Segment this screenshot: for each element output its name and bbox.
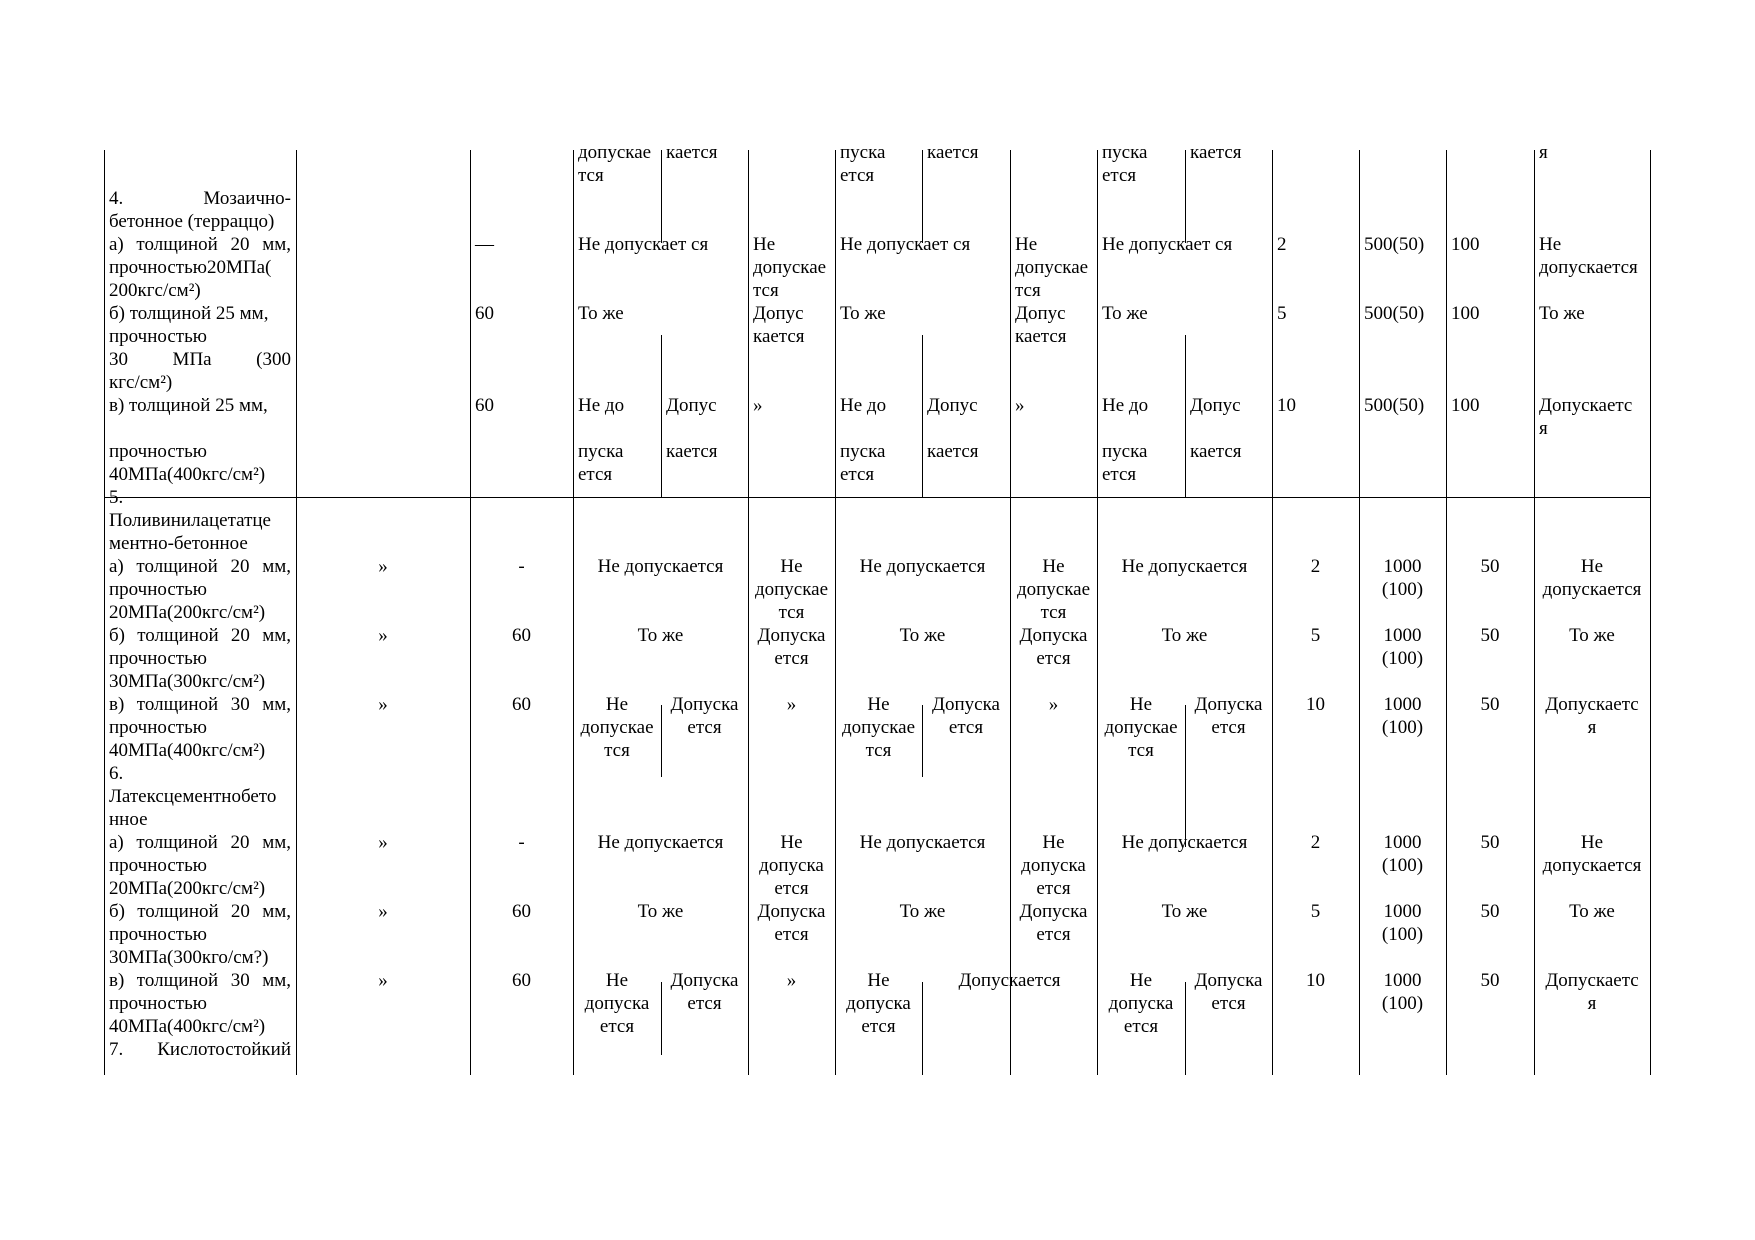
table-cell-text: То же bbox=[637, 901, 684, 922]
material-cell-text: в) толщиной 30 мм, bbox=[109, 694, 291, 715]
table-cell-text: ется bbox=[1036, 648, 1071, 669]
table-cell-text: То же bbox=[1102, 303, 1148, 324]
table-cell-text: ется bbox=[1123, 1016, 1159, 1037]
table-cell-text: Допус bbox=[1015, 303, 1066, 324]
table-cell-text: Не bbox=[753, 234, 776, 255]
table-cell-text: Допуска bbox=[757, 625, 826, 646]
table-cell-text: кается bbox=[927, 142, 979, 163]
sub-column-border bbox=[922, 150, 923, 243]
table-cell-text: » bbox=[786, 970, 797, 991]
table-cell-text: Не допускает ся bbox=[578, 234, 709, 255]
material-cell-text: 7. Кислотостойкий bbox=[109, 1039, 291, 1060]
material-cell-text: прочностью bbox=[109, 441, 207, 462]
table-cell-text: Не bbox=[780, 556, 803, 577]
material-cell-text: прочностью bbox=[109, 855, 207, 876]
table-cell-text: допускае bbox=[1015, 257, 1089, 278]
table-cell-text: 60 bbox=[512, 625, 531, 646]
table-cell-text: 60 bbox=[475, 303, 494, 324]
sub-column-border bbox=[1185, 705, 1186, 847]
table-cell-text: То же bbox=[1539, 303, 1585, 324]
table-cell-text: (100) bbox=[1381, 855, 1424, 876]
table-cell-text: Не bbox=[1042, 556, 1065, 577]
material-cell-text: прочностью bbox=[109, 648, 207, 669]
table-cell-text: То же bbox=[899, 625, 946, 646]
table-cell-text: 1000 bbox=[1383, 832, 1422, 853]
table-cell-text: я bbox=[1587, 717, 1597, 738]
table-cell-text: Допускаетс bbox=[1545, 694, 1639, 715]
table-cell-text: кается bbox=[927, 441, 979, 462]
sub-column-border bbox=[922, 705, 923, 777]
table-cell-text: допуска bbox=[584, 993, 650, 1014]
table-cell-text: Не bbox=[605, 694, 629, 715]
table-cell-text: 2 bbox=[1310, 832, 1321, 853]
material-cell-text: ментно-бетонное bbox=[109, 533, 248, 554]
table-cell-text: 100 bbox=[1451, 303, 1480, 324]
material-cell-text: прочностью bbox=[109, 717, 207, 738]
table-cell-text: Не допускается bbox=[1121, 832, 1248, 853]
table-cell-text: Не допускает ся bbox=[840, 234, 971, 255]
material-cell-text: 30МПа(300кгс/см²) bbox=[109, 671, 266, 692]
table-cell-text: ется bbox=[599, 1016, 635, 1037]
table-cell-text: » bbox=[786, 694, 797, 715]
table-cell-text: кается bbox=[1015, 326, 1067, 347]
material-cell-text: 200кгс/см²) bbox=[109, 280, 201, 301]
table-cell-text: Допус bbox=[1190, 395, 1241, 416]
table-cell-text: кается bbox=[1190, 142, 1242, 163]
sub-column-border bbox=[661, 150, 662, 243]
material-cell-text: прочностью bbox=[109, 579, 207, 600]
table-cell-text: ется bbox=[578, 464, 613, 485]
table-cell-text: допускае bbox=[1016, 579, 1091, 600]
table-cell-text: допуска bbox=[1108, 993, 1174, 1014]
table-cell-text: допускае bbox=[578, 142, 652, 163]
table-cell-text: 60 bbox=[512, 694, 531, 715]
table-cell-text: ется bbox=[1036, 924, 1071, 945]
table-cell-text: Не bbox=[867, 970, 890, 991]
table-cell-text: Допуска bbox=[670, 694, 739, 715]
table-cell-text: тся bbox=[578, 165, 604, 186]
material-cell-text: в) толщиной 25 мм, bbox=[109, 395, 268, 416]
table-cell-text: ется bbox=[1036, 878, 1071, 899]
material-cell-text: 5. bbox=[109, 487, 124, 508]
table-cell-text: Допуска bbox=[1194, 970, 1263, 991]
sub-column-border bbox=[1185, 335, 1186, 497]
table-cell-text: 60 bbox=[512, 901, 531, 922]
table-cell-text: » bbox=[378, 625, 388, 646]
table-cell-text: ется bbox=[687, 717, 722, 738]
table-cell-text: тся bbox=[865, 740, 892, 761]
table-cell-text: допускае bbox=[753, 257, 827, 278]
column-border bbox=[835, 150, 836, 1075]
table-cell-text: тся bbox=[753, 280, 779, 301]
table-cell-text: 10 bbox=[1306, 970, 1325, 991]
table-cell-text: Допус bbox=[753, 303, 804, 324]
table-cell-text: я bbox=[1539, 418, 1548, 439]
table-cell-text: 50 bbox=[1480, 832, 1500, 853]
material-cell-text: в) толщиной 30 мм, bbox=[109, 970, 291, 991]
material-cell-text: Поливинилацетатце bbox=[109, 510, 271, 531]
table-cell-text: То же bbox=[637, 625, 684, 646]
table-cell-text: Не bbox=[1580, 556, 1604, 577]
table-cell-text: 500(50) bbox=[1364, 234, 1425, 255]
table-cell-text: допускае bbox=[580, 717, 654, 738]
table-cell-text: пуска bbox=[1102, 441, 1148, 462]
table-cell-text: » bbox=[1048, 694, 1059, 715]
table-cell-text: ется bbox=[1211, 717, 1246, 738]
table-cell-text: То же bbox=[578, 303, 624, 324]
table-cell-text: Не допускается bbox=[597, 832, 724, 853]
table-cell-text: 1000 bbox=[1383, 694, 1422, 715]
table-cell-text: То же bbox=[1569, 625, 1615, 646]
table-cell-text: 50 bbox=[1480, 970, 1500, 991]
table-cell-text: Допус bbox=[927, 395, 978, 416]
material-cell-text: прочностью bbox=[109, 924, 207, 945]
table-cell-text: 60 bbox=[512, 970, 531, 991]
table-cell-text: тся bbox=[1128, 740, 1154, 761]
sub-column-border bbox=[1185, 982, 1186, 1075]
table-cell-text: (100) bbox=[1381, 993, 1424, 1014]
table-cell-text: » bbox=[753, 395, 763, 416]
table-cell-text: кается bbox=[1190, 441, 1242, 462]
table-cell-text: » bbox=[1015, 395, 1025, 416]
material-cell-text: а) толщиной 20 мм, bbox=[109, 556, 291, 577]
table-cell-text: кается bbox=[666, 142, 718, 163]
table-cell-text: Допуска bbox=[932, 694, 1000, 715]
table-cell-text: 50 bbox=[1480, 694, 1500, 715]
table-cell-text: Допуска bbox=[1019, 625, 1088, 646]
material-cell-text: 20МПа(200кгс/см²) bbox=[109, 878, 266, 899]
table-cell-text: » bbox=[378, 694, 388, 715]
table-cell-text: Не bbox=[1129, 694, 1153, 715]
table-cell-text: - bbox=[518, 832, 525, 853]
table-cell-text: 10 bbox=[1277, 395, 1296, 416]
material-cell-text: 40МПа(400кгс/см²) bbox=[109, 464, 266, 485]
table-cell-text: тся bbox=[778, 602, 805, 623]
section-divider bbox=[104, 497, 1650, 498]
table-cell-text: То же bbox=[1161, 625, 1208, 646]
material-cell-text: а) толщиной 20 мм, bbox=[109, 832, 291, 853]
table-cell-text: Не до bbox=[1102, 395, 1149, 416]
table-cell-text: Не допускается bbox=[1121, 556, 1248, 577]
table-cell-text: 50 bbox=[1480, 556, 1500, 577]
table-cell-text: допускается bbox=[1539, 257, 1638, 278]
table-cell-text: Допускается bbox=[958, 970, 1061, 991]
material-cell-text: 30 МПа (300 bbox=[109, 349, 291, 370]
table-cell-text: 1000 bbox=[1383, 556, 1422, 577]
column-border bbox=[1446, 150, 1447, 1075]
material-cell-text: б) толщиной 20 мм, bbox=[109, 901, 291, 922]
table-cell-text: Не bbox=[780, 832, 803, 853]
material-cell-text: 6. bbox=[109, 763, 124, 784]
table-cell-text: Допуска bbox=[1019, 901, 1088, 922]
table-cell-text: 500(50) bbox=[1364, 303, 1425, 324]
material-cell-text: б) толщиной 25 мм, bbox=[109, 303, 269, 324]
material-cell-text: б) толщиной 20 мм, bbox=[109, 625, 291, 646]
table-cell-text: 50 bbox=[1480, 901, 1500, 922]
table-cell-text: » bbox=[378, 556, 388, 577]
table-cell-text: 5 bbox=[1310, 901, 1321, 922]
table-cell-text: пуска bbox=[840, 441, 886, 462]
column-border bbox=[1272, 150, 1273, 1075]
table-cell-text: Не bbox=[1015, 234, 1038, 255]
column-border bbox=[1010, 150, 1011, 1075]
table-cell-text: Не bbox=[867, 694, 890, 715]
table-cell-text: 1000 bbox=[1383, 901, 1422, 922]
sub-column-border bbox=[661, 335, 662, 497]
table-cell-text: 5 bbox=[1310, 625, 1321, 646]
column-border bbox=[1534, 150, 1535, 1075]
table-cell-text: ется bbox=[687, 993, 722, 1014]
table-cell-text: ется bbox=[774, 878, 809, 899]
table-cell-text: Допуска bbox=[1194, 694, 1263, 715]
table-cell-text: ется bbox=[774, 648, 809, 669]
table-cell-text: допуска bbox=[846, 993, 911, 1014]
table-cell-text: Не bbox=[1580, 832, 1604, 853]
column-border bbox=[104, 150, 105, 1075]
table-cell-text: пуска bbox=[840, 142, 886, 163]
material-cell-text: прочностью bbox=[109, 993, 207, 1014]
table-cell-text: ется bbox=[861, 1016, 896, 1037]
table-cell-text: ется bbox=[840, 464, 875, 485]
table-cell-text: (100) bbox=[1381, 579, 1424, 600]
column-border bbox=[748, 150, 749, 1075]
table-cell-text: 60 bbox=[475, 395, 494, 416]
table-cell-text: Не bbox=[605, 970, 629, 991]
table-cell-text: Не допускается bbox=[859, 832, 986, 853]
table-cell-text: кается bbox=[753, 326, 805, 347]
table-cell-text: допускается bbox=[1542, 855, 1642, 876]
material-cell-text: бетонное (терраццо) bbox=[109, 211, 275, 232]
column-border bbox=[1359, 150, 1360, 1075]
table-cell-text: 50 bbox=[1480, 625, 1500, 646]
column-border bbox=[470, 150, 471, 1075]
table-cell-text: Допуска bbox=[757, 901, 826, 922]
material-cell-text: 30МПа(300кго/см?) bbox=[109, 947, 269, 968]
material-cell-text: кгс/см²) bbox=[109, 372, 173, 393]
column-border bbox=[296, 150, 297, 1075]
sub-column-border bbox=[1185, 150, 1186, 243]
material-cell-text: 40МПа(400кгс/см²) bbox=[109, 1016, 266, 1037]
table-cell-text: » bbox=[378, 970, 388, 991]
table-cell-text: 1000 bbox=[1383, 625, 1422, 646]
table-cell-text: То же bbox=[899, 901, 946, 922]
table-cell-text: - bbox=[518, 556, 525, 577]
table-cell-text: Не допускает ся bbox=[1102, 234, 1233, 255]
table-cell-text: Не bbox=[1129, 970, 1153, 991]
table-cell-text: допуска bbox=[1021, 855, 1086, 876]
table-cell-text: — bbox=[475, 234, 494, 255]
table-cell-text: 1000 bbox=[1383, 970, 1422, 991]
table-cell-text: допускае bbox=[754, 579, 829, 600]
table-cell-text: ется bbox=[1211, 993, 1246, 1014]
column-border bbox=[1650, 150, 1651, 1075]
sub-column-border bbox=[922, 335, 923, 497]
table-cell-text: тся bbox=[1040, 602, 1067, 623]
table-cell-text: допускае bbox=[841, 717, 916, 738]
table-cell-text: » bbox=[378, 832, 388, 853]
table-cell-text: То же bbox=[1569, 901, 1615, 922]
table-cell-text: То же bbox=[1161, 901, 1208, 922]
table-cell-text: 100 bbox=[1451, 234, 1480, 255]
table-cell-text: ется bbox=[774, 924, 809, 945]
table-cell-text: допускается bbox=[1542, 579, 1642, 600]
column-border bbox=[573, 150, 574, 1075]
table-cell-text: ется bbox=[840, 165, 875, 186]
table-cell-text: Не допускается bbox=[859, 556, 986, 577]
table-cell-text: Допускаетс bbox=[1539, 395, 1633, 416]
table-cell-text: Не bbox=[1042, 832, 1065, 853]
material-cell-text: прочностью20МПа( bbox=[109, 257, 272, 278]
sub-column-border bbox=[661, 982, 662, 1055]
material-cell-text: а) толщиной 20 мм, bbox=[109, 234, 291, 255]
material-cell-text: Латексцементнобето bbox=[109, 786, 277, 807]
table-cell-text: Не bbox=[1539, 234, 1562, 255]
table-cell-text: пуска bbox=[1102, 142, 1148, 163]
material-cell-text: нное bbox=[109, 809, 148, 830]
table-cell-text: 500(50) bbox=[1364, 395, 1425, 416]
material-cell-text: 20МПа(200кгс/см²) bbox=[109, 602, 266, 623]
material-cell-text: 40МПа(400кгс/см²) bbox=[109, 740, 266, 761]
table-cell-text: я bbox=[1587, 993, 1597, 1014]
table-cell-text: Не до bbox=[840, 395, 887, 416]
table-cell-text: 10 bbox=[1306, 694, 1325, 715]
table-cell-text: Допус bbox=[666, 395, 717, 416]
material-cell-text: 4. Мозаично- bbox=[109, 188, 291, 209]
table-cell-text: я bbox=[1539, 142, 1548, 163]
table-cell-text: Допускаетс bbox=[1545, 970, 1639, 991]
column-border bbox=[1097, 150, 1098, 1075]
table-cell-text: кается bbox=[666, 441, 718, 462]
table-cell-text: 5 bbox=[1277, 303, 1287, 324]
sub-column-border bbox=[922, 982, 923, 1075]
table-cell-text: (100) bbox=[1381, 924, 1424, 945]
table-cell-text: Допуска bbox=[670, 970, 739, 991]
table-cell-text: (100) bbox=[1381, 717, 1424, 738]
table-cell-text: » bbox=[378, 901, 388, 922]
table-cell-text: Не до bbox=[578, 395, 625, 416]
table-cell-text: Не допускается bbox=[597, 556, 724, 577]
table-cell-text: То же bbox=[840, 303, 886, 324]
table-cell-text: пуска bbox=[578, 441, 624, 462]
material-cell-text: прочностью bbox=[109, 326, 207, 347]
sub-column-border bbox=[661, 705, 662, 777]
table-cell-text: тся bbox=[1015, 280, 1041, 301]
table-cell-text: ется bbox=[948, 717, 984, 738]
table-cell-text: 2 bbox=[1310, 556, 1321, 577]
table-cell-text: 2 bbox=[1277, 234, 1287, 255]
table-cell-text: допускае bbox=[1104, 717, 1178, 738]
table-cell-text: (100) bbox=[1381, 648, 1424, 669]
table-cell-text: ется bbox=[1102, 464, 1137, 485]
table-cell-text: допуска bbox=[759, 855, 824, 876]
table-cell-text: 100 bbox=[1451, 395, 1480, 416]
table-cell-text: ется bbox=[1102, 165, 1137, 186]
table-cell-text: тся bbox=[604, 740, 630, 761]
